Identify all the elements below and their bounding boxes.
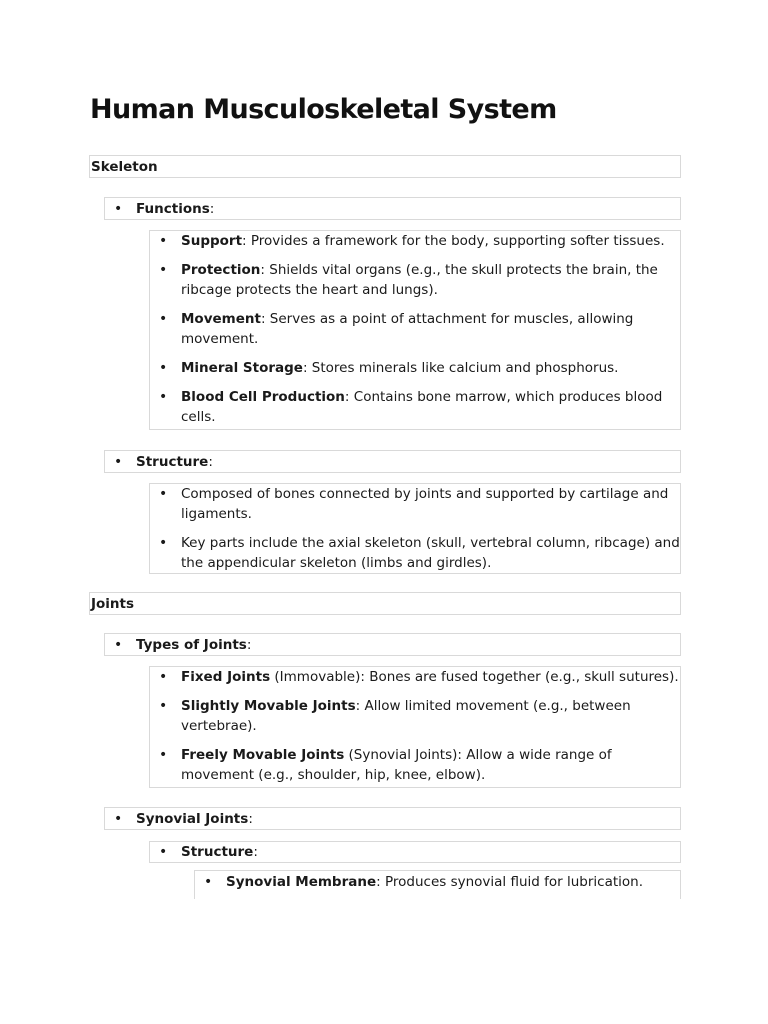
joint-types-list [149,666,681,788]
list-item-structure: • Structure: [104,450,681,473]
section-heading-joints [89,592,681,615]
list-item: • Freely Movable Joints (Synovial Joints): Allow a wide range of movement (e.g., shoulder, hip, knee, elbow). [159,747,612,783]
list-item: • Movement: Serves as a point of attachment for muscles, allowing movement. [159,311,634,347]
item-term: Mineral Storage [181,360,303,376]
item-label: Functions [136,201,210,217]
list-item-synovial-structure: • Structure: [149,841,681,863]
section-heading-skeleton [89,155,681,178]
section-heading-text: Joints [91,596,135,612]
item-term: Movement [181,311,261,327]
page-title: Human Musculoskeletal System [90,94,557,125]
item-label: Structure [136,454,209,470]
functions-list [149,230,681,430]
item-term: Synovial Membrane [226,874,377,890]
list-item: • Slightly Movable Joints: Allow limited movement (e.g., between vertebrae). [159,698,631,734]
list-item: • Support: Provides a framework for the body, supporting softer tissues. [159,233,665,249]
list-item-functions: • Functions: [104,197,681,220]
item-term: Support [181,233,243,249]
item-text: (Immovable): Bones are fused together (e.g., skull sutures). [270,669,679,685]
item-text: (Synovial Joints): Allow a wide range of movement (e.g., shoulder, hip, knee, elbow). [181,747,612,783]
structure-list [149,483,681,574]
item-term: Protection [181,262,261,278]
item-term: Freely Movable Joints [181,747,345,763]
section-heading-text: Skeleton [91,159,158,175]
list-item: • Blood Cell Production: Contains bone marrow, which produces blood cells. [159,389,663,425]
item-text: : Shields vital organs (e.g., the skull protects the brain, the ribcage protects the heart and lungs). [181,262,658,298]
bullet: • [114,201,123,217]
item-label: Synovial Joints [136,811,249,827]
item-text: : Stores minerals like calcium and phosphorus. [302,360,619,376]
list-item: • Protection: Shields vital organs (e.g., the skull protects the brain, the ribcage protects the heart and lungs). [159,262,658,298]
item-label: Types of Joints [136,637,247,653]
list-item-synovial-joints: • Synovial Joints: [104,807,681,830]
item-term: Fixed Joints [181,669,271,685]
list-item: • Key parts include the axial skeleton (skull, vertebral column, ribcage) and the appendicular skeleton (limbs and girdles). [159,535,680,571]
list-item: • Synovial Membrane: Produces synovial fluid for lubrication. [204,874,644,890]
item-text: : Allow limited movement (e.g., between vertebrae). [181,698,631,734]
synovial-structure-list [194,870,681,899]
item-text: Key parts include the axial skeleton (skull, vertebral column, ribcage) and the appendicular skeleton (limbs and girdles). [181,535,680,571]
list-item: • Composed of bones connected by joints and supported by cartilage and ligaments. [159,486,669,522]
item-text: : Serves as a point of attachment for muscles, allowing movement. [181,311,634,347]
item-label: Structure [181,844,254,860]
item-text: : Produces synovial fluid for lubrication. [376,874,644,890]
item-text: : Provides a framework for the body, supporting softer tissues. [242,233,665,249]
list-item-types-of-joints: • Types of Joints: [104,633,681,656]
item-term: Slightly Movable Joints [181,698,356,714]
item-text: : Contains bone marrow, which produces blood cells. [181,389,663,425]
item-term: Blood Cell Production [181,389,345,405]
list-item: • Mineral Storage: Stores minerals like calcium and phosphorus. [159,360,619,376]
list-item: • Fixed Joints (Immovable): Bones are fused together (e.g., skull sutures). [159,669,679,685]
item-text: Composed of bones connected by joints and supported by cartilage and ligaments. [181,486,669,522]
